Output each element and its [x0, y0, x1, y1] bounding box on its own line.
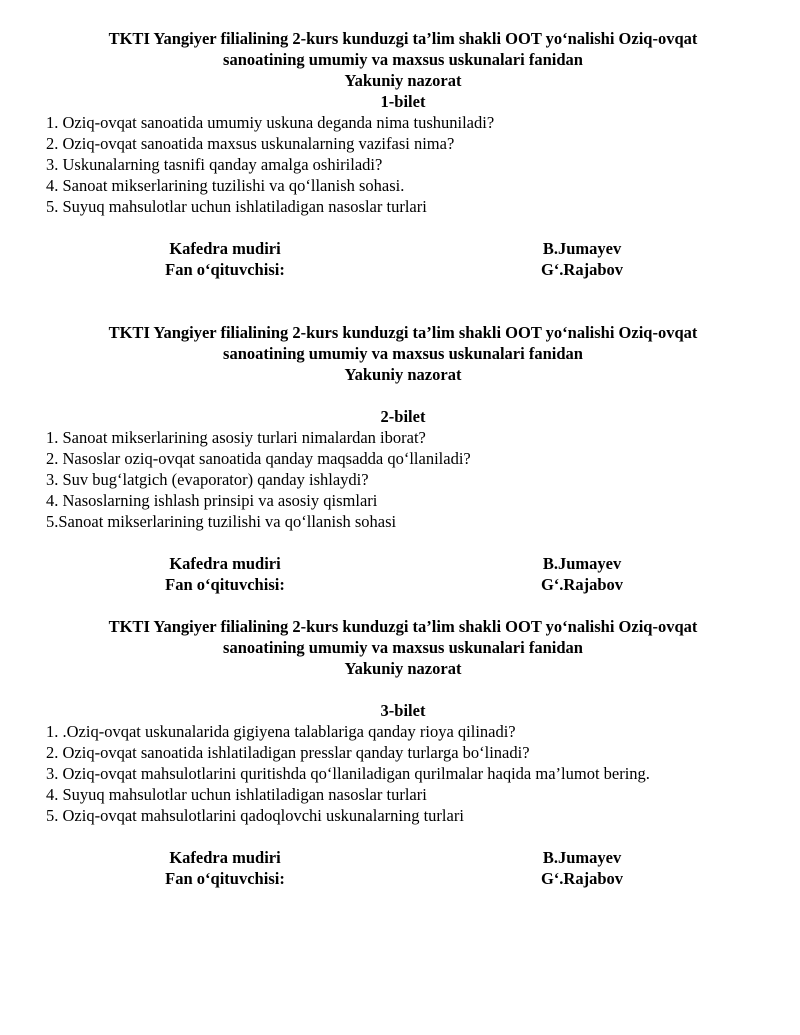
signature-dept-label: Kafedra mudiri	[169, 848, 281, 867]
question-item: 2. Oziq-ovqat sanoatida maxsus uskunalarning vazifasi nima?	[46, 134, 455, 153]
signature-dept-name: B.Jumayev	[542, 848, 622, 867]
question-item: 4. Suyuq mahsulotlar uchun ishlatiladigan nasoslar turlari	[46, 785, 427, 804]
ticket-label: 2-bilet	[380, 407, 426, 426]
signature-teacher-label: Fan o‘qituvchisi:	[165, 869, 285, 888]
signature-dept-label: Kafedra mudiri	[169, 239, 281, 258]
signature-dept-name: B.Jumayev	[542, 239, 622, 258]
ticket-header-line2: sanoatining umumiy va maxsus uskunalari fanidan	[223, 50, 583, 69]
question-item: 1. .Oziq-ovqat uskunalarida gigiyena talablariga qanday rioya qilinadi?	[46, 722, 516, 741]
signature-dept-label: Kafedra mudiri	[169, 554, 281, 573]
exam-title: Yakuniy nazorat	[344, 365, 462, 384]
signature-teacher-name: G‘.Rajabov	[540, 575, 624, 594]
question-item: 1. Sanoat mikserlarining asosiy turlari nimalardan iborat?	[46, 428, 426, 447]
question-item: 3. Suv bug‘latgich (evaporator) qanday ishlaydi?	[46, 470, 369, 489]
question-item: 4. Sanoat mikserlarining tuzilishi va qo‘llanish sohasi.	[46, 176, 405, 195]
exam-title: Yakuniy nazorat	[344, 71, 462, 90]
question-item: 5. Oziq-ovqat mahsulotlarini qadoqlovchi uskunalarning turlari	[46, 806, 464, 825]
signature-dept-name: B.Jumayev	[542, 554, 622, 573]
signature-teacher-name: G‘.Rajabov	[540, 260, 624, 279]
question-item: 3. Oziq-ovqat mahsulotlarini quritishda qo‘llaniladigan qurilmalar haqida ma’lumot bering.	[46, 764, 650, 783]
ticket-header-line1: TKTI Yangiyer filialining 2-kurs kunduzgi ta’lim shakli OOT yo‘nalishi Oziq-ovqat	[108, 323, 698, 342]
ticket-label: 1-bilet	[380, 92, 426, 111]
signature-teacher-label: Fan o‘qituvchisi:	[165, 575, 285, 594]
ticket-label: 3-bilet	[380, 701, 426, 720]
question-item: 3. Uskunalarning tasnifi qanday amalga oshiriladi?	[46, 155, 383, 174]
question-item: 5.Sanoat mikserlarining tuzilishi va qo‘llanish sohasi	[46, 512, 397, 531]
question-item: 5. Suyuq mahsulotlar uchun ishlatiladigan nasoslar turlari	[46, 197, 427, 216]
ticket-header-line2: sanoatining umumiy va maxsus uskunalari fanidan	[223, 638, 583, 657]
question-item: 4. Nasoslarning ishlash prinsipi va asosiy qismlari	[46, 491, 378, 510]
ticket-header-line1: TKTI Yangiyer filialining 2-kurs kunduzgi ta’lim shakli OOT yo‘nalishi Oziq-ovqat	[108, 29, 698, 48]
exam-title: Yakuniy nazorat	[344, 659, 462, 678]
question-item: 2. Nasoslar oziq-ovqat sanoatida qanday maqsadda qo‘llaniladi?	[46, 449, 471, 468]
signature-teacher-name: G‘.Rajabov	[540, 869, 624, 888]
signature-teacher-label: Fan o‘qituvchisi:	[165, 260, 285, 279]
question-item: 1. Oziq-ovqat sanoatida umumiy uskuna deganda nima tushuniladi?	[46, 113, 495, 132]
ticket-header-line1: TKTI Yangiyer filialining 2-kurs kunduzgi ta’lim shakli OOT yo‘nalishi Oziq-ovqat	[108, 617, 698, 636]
ticket-header-line2: sanoatining umumiy va maxsus uskunalari fanidan	[223, 344, 583, 363]
question-item: 2. Oziq-ovqat sanoatida ishlatiladigan presslar qanday turlarga bo‘linadi?	[46, 743, 530, 762]
